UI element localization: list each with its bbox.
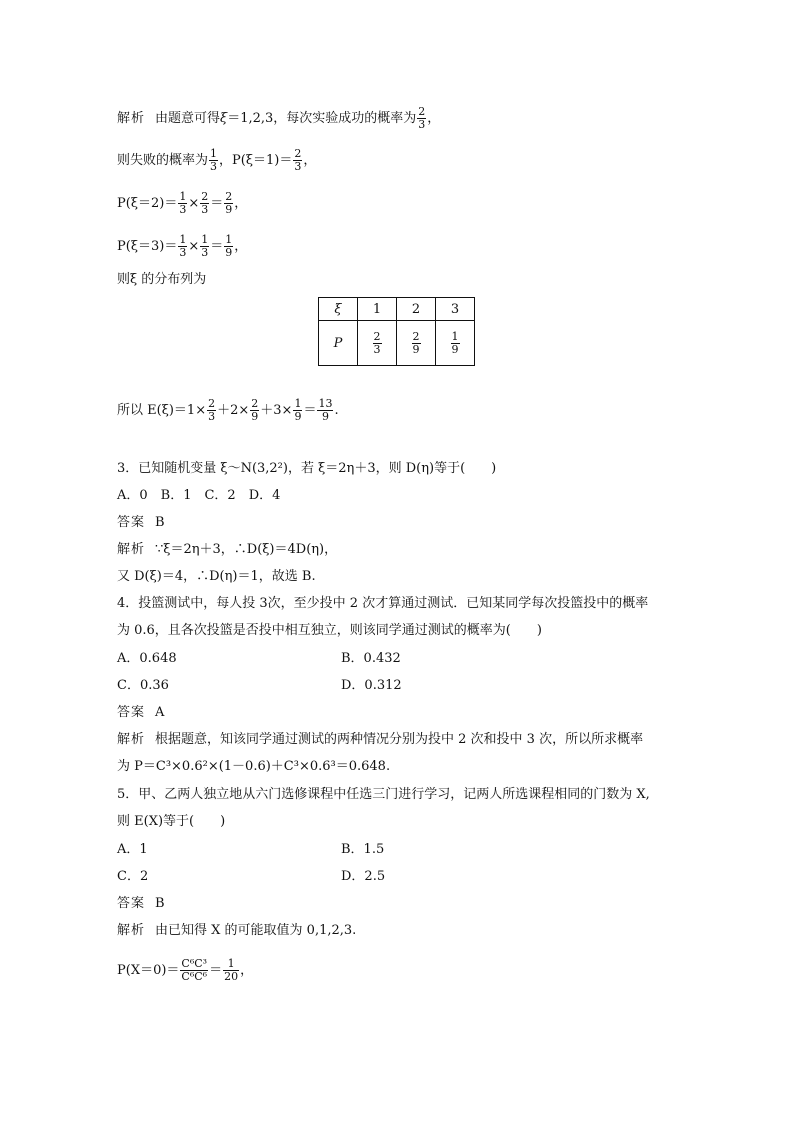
table-header-cell: ξ (319, 298, 358, 321)
fraction: $\frac{2}{3}$ (294, 147, 302, 173)
s2-line-6: 所以 E(ξ)＝1× $\frac{2}{3}$ ＋2× $\frac{2}{9}$ ＋3× $\frac{1}{9}$ ＝ $\frac{13}{9}$ . (117, 397, 339, 423)
q4-option-d: D．0.312 (341, 678, 402, 693)
q4-stem-1: 4．投篮测试中，每人投 3次，至少投中 2 次才算通过测试．已知某同学每次投篮投中的概率 (117, 596, 649, 611)
table-cell: $\frac{2}{9}$ (397, 321, 436, 366)
fraction: $\frac{1}{3}$ (210, 147, 218, 173)
fraction: $\frac{1}{3}$ (179, 190, 187, 216)
solution-label: 解析 (117, 923, 146, 938)
q3-answer: 答案 B (117, 515, 165, 530)
fraction: $\frac{1}{9}$ (294, 397, 302, 423)
q3-solution-1: 解析 ∵ξ＝2η＋3，∴D(ξ)＝4D(η)， (117, 542, 338, 557)
table-row (319, 321, 475, 366)
fraction: $\frac{2}{3}$ (418, 105, 426, 131)
table-header-cell: 3 (436, 298, 475, 321)
q5-option-c: C．2 (117, 869, 149, 884)
q5-option-a: A．1 (117, 842, 148, 857)
q3-solution-2: 又 D(ξ)＝4，∴D(η)＝1，故选 B. (117, 569, 316, 584)
fraction: $\frac{2}{3}$ (201, 190, 209, 216)
q4-solution-1: 解析 根据题意，知该同学通过测试的两种情况分别为投中 2 次和投中 3 次，所以所求概率 (117, 732, 644, 747)
solution-label: 解析 (117, 542, 146, 557)
answer-label: 答案 (117, 705, 146, 720)
q5-stem-1: 5．甲、乙两人独立地从六门选修课程中任选三门进行学习，记两人所选课程相同的门数为 X, (117, 787, 650, 802)
table-header-cell: 2 (397, 298, 436, 321)
table-cell: P (319, 321, 358, 366)
fraction: $\frac{13}{9}$ (318, 397, 333, 423)
table-cell: $\frac{2}{3}$ (358, 321, 397, 366)
q5-answer: 答案 B (117, 896, 165, 911)
q5-option-b: B．1.5 (341, 842, 385, 857)
table-header-cell: 1 (358, 298, 397, 321)
q3-options: A．0 B．1 C．2 D．4 (117, 488, 281, 503)
q4-solution-2: 为 P＝C³×0.6²×(1－0.6)＋C³×0.6³＝0.648. (117, 759, 391, 774)
fraction: $\frac{1}{20}$ (224, 957, 239, 983)
fraction: $\frac{1}{3}$ (179, 233, 187, 259)
solution-label: 解析 (117, 111, 146, 126)
distribution-table (318, 297, 475, 366)
q5-solution-2: P(X＝0)＝ $\frac{\text{C⁶C³}}{\text{C⁶C⁶}}$ ＝ $\frac{1}{20}$ ， (117, 957, 254, 983)
fraction: $\frac{\text{C⁶C³}}{\text{C⁶C⁶}}$ (181, 957, 208, 983)
q4-answer: 答案 A (117, 705, 165, 720)
table-row (319, 298, 475, 321)
fraction: $\frac{1}{3}$ (201, 233, 209, 259)
s2-line-3: P(ξ＝2)＝ $\frac{1}{3}$ × $\frac{2}{3}$ ＝ $\frac{2}{9}$ ， (117, 190, 248, 216)
s2-line-5: 则ξ 的分布列为 (117, 272, 207, 287)
table-cell: $\frac{1}{9}$ (436, 321, 475, 366)
q4-stem-2: 为 0.6，且各次投篮是否投中相互独立，则该同学通过测试的概率为( ) (117, 623, 542, 638)
fraction: $\frac{2}{9}$ (251, 397, 259, 423)
q4-option-c: C．0.36 (117, 678, 169, 693)
s2-line-4: P(ξ＝3)＝ $\frac{1}{3}$ × $\frac{1}{3}$ ＝ $\frac{1}{9}$ ， (117, 233, 248, 259)
fraction: $\frac{2}{9}$ (225, 190, 233, 216)
q5-option-d: D．2.5 (341, 869, 386, 884)
q4-option-b: B．0.432 (341, 651, 401, 666)
fraction: $\frac{1}{9}$ (225, 233, 233, 259)
fraction: $\frac{2}{3}$ (208, 397, 216, 423)
answer-label: 答案 (117, 515, 146, 530)
q4-option-a: A．0.648 (117, 651, 177, 666)
answer-label: 答案 (117, 896, 146, 911)
solution-label: 解析 (117, 732, 146, 747)
s2-line-2: 则失败的概率为 $\frac{1}{3}$ ，P(ξ＝1)＝ $\frac{2}{3}$ ， (117, 147, 317, 173)
q5-solution-1: 解析 由已知得 X 的可能取值为 0,1,2,3. (117, 923, 357, 938)
q5-stem-2: 则 E(X)等于( ) (117, 814, 226, 829)
q3-stem: 3．已知随机变量 ξ～N(3,2²)，若 ξ＝2η＋3，则 D(η)等于( ) (117, 461, 497, 476)
s2-line-1: 解析 由题意可得ξ＝1,2,3，每次实验成功的概率为 $\frac{2}{3}$ ， (117, 105, 441, 131)
